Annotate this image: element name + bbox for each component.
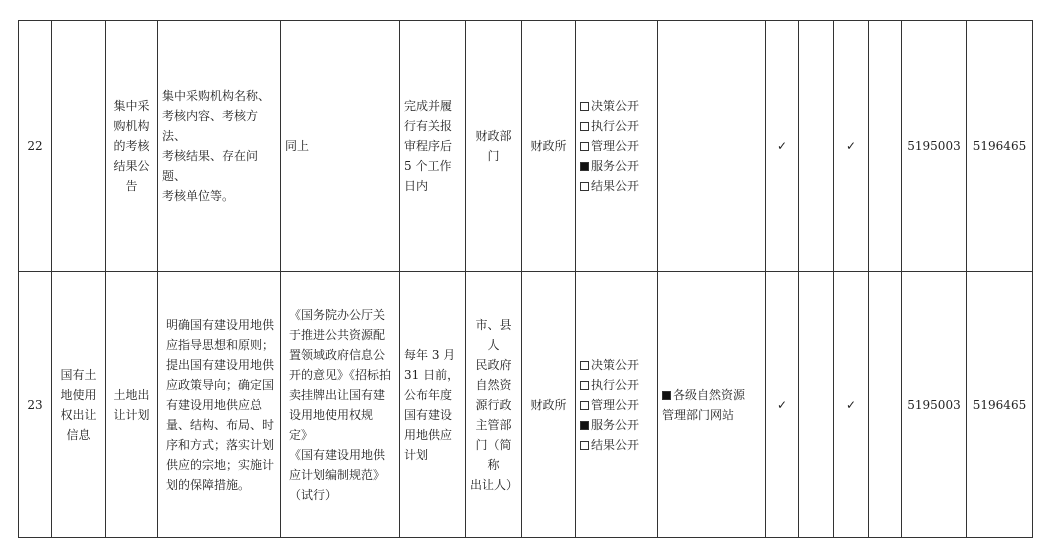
check-mark-icon: ✓ <box>766 21 799 272</box>
row-checklist <box>576 21 658 272</box>
row-timing: 完成并履 行有关报 审程序后 5 个工作 日内 <box>400 21 466 272</box>
row-content: 明确国有建设用地供 应指导思想和原则； 提出国有建设用地供 应政策导向；确定国 有建设用地供应总 量、结构、布局、时 序和方式；落实计划 供应的宗地；实施计 划的保障措施。 <box>158 272 281 538</box>
row-timing: 每年 3 月 31 日前， 公布年度 国有建设 用地供应 计划 <box>400 272 466 538</box>
check-mark-icon: ✓ <box>834 21 869 272</box>
row-code1: 5195003 <box>902 21 967 272</box>
row-index: 23 <box>19 272 52 538</box>
row-item: 集中采 购机构 的考核 结果公 告 <box>106 21 158 272</box>
row-index: 22 <box>19 21 52 272</box>
row-code2: 5196465 <box>967 21 1033 272</box>
checkbox-icon <box>580 182 589 191</box>
row-category <box>52 21 106 272</box>
row-flag2 <box>799 21 834 272</box>
checklist <box>580 96 653 196</box>
checkbox-item: 决策公开 <box>580 96 653 116</box>
row-checklist <box>576 272 658 538</box>
row-channel <box>658 21 766 272</box>
checkbox-item: 结果公开 <box>580 435 653 455</box>
disclosure-table <box>18 20 1033 538</box>
row-subject: 市、县人 民政府 自然资 源行政 主管部 门（简称 出让人） <box>466 272 522 538</box>
row-basis: 《国务院办公厅关 于推进公共资源配 置领域政府信息公 开的意见》《招标拍 卖挂牌出让国有建 设用地使用权规定》 《国有建设用地供 应计划编制规范》 （试行） <box>281 272 400 538</box>
table-row <box>19 21 1033 272</box>
checkbox-item: 管理公开 <box>580 395 653 415</box>
channel-text: 各级自然资源 管理部门网站 <box>662 387 746 422</box>
row-flag4 <box>869 272 902 538</box>
row-item: 土地出 让计划 <box>106 272 158 538</box>
row-category: 国有土 地使用 权出让 信息 <box>52 272 106 538</box>
row-level: 财政所 <box>522 272 576 538</box>
row-level: 财政所 <box>522 21 576 272</box>
checkbox-icon <box>580 361 589 370</box>
checkbox-item: 执行公开 <box>580 116 653 136</box>
checkbox-item: 服务公开 <box>580 415 653 435</box>
row-subject: 财政部 门 <box>466 21 522 272</box>
checkbox-icon <box>580 401 589 410</box>
check-mark-icon: ✓ <box>834 272 869 538</box>
checkbox-icon <box>580 142 589 151</box>
row-code2: 5196465 <box>967 272 1033 538</box>
row-content: 集中采购机构名称、 考核内容、考核方法、 考核结果、存在问题、 考核单位等。 <box>158 21 281 272</box>
checkbox-icon <box>580 102 589 111</box>
checkbox-item: 管理公开 <box>580 136 653 156</box>
row-flag2 <box>799 272 834 538</box>
checkbox-icon <box>580 441 589 450</box>
checkbox-filled-icon <box>580 162 589 171</box>
checkbox-filled-icon <box>580 421 589 430</box>
row-flag4 <box>869 21 902 272</box>
checkbox-icon <box>580 381 589 390</box>
row-code1: 5195003 <box>902 272 967 538</box>
row-basis: 同上 <box>281 21 400 272</box>
checkbox-icon <box>580 122 589 131</box>
table-row <box>19 272 1033 538</box>
checkbox-item: 服务公开 <box>580 156 653 176</box>
row-channel <box>658 272 766 538</box>
check-mark-icon: ✓ <box>766 272 799 538</box>
checklist <box>580 355 653 455</box>
checkbox-item: 执行公开 <box>580 375 653 395</box>
checkbox-filled-icon <box>662 391 671 400</box>
checkbox-item: 结果公开 <box>580 176 653 196</box>
checkbox-item: 决策公开 <box>580 355 653 375</box>
